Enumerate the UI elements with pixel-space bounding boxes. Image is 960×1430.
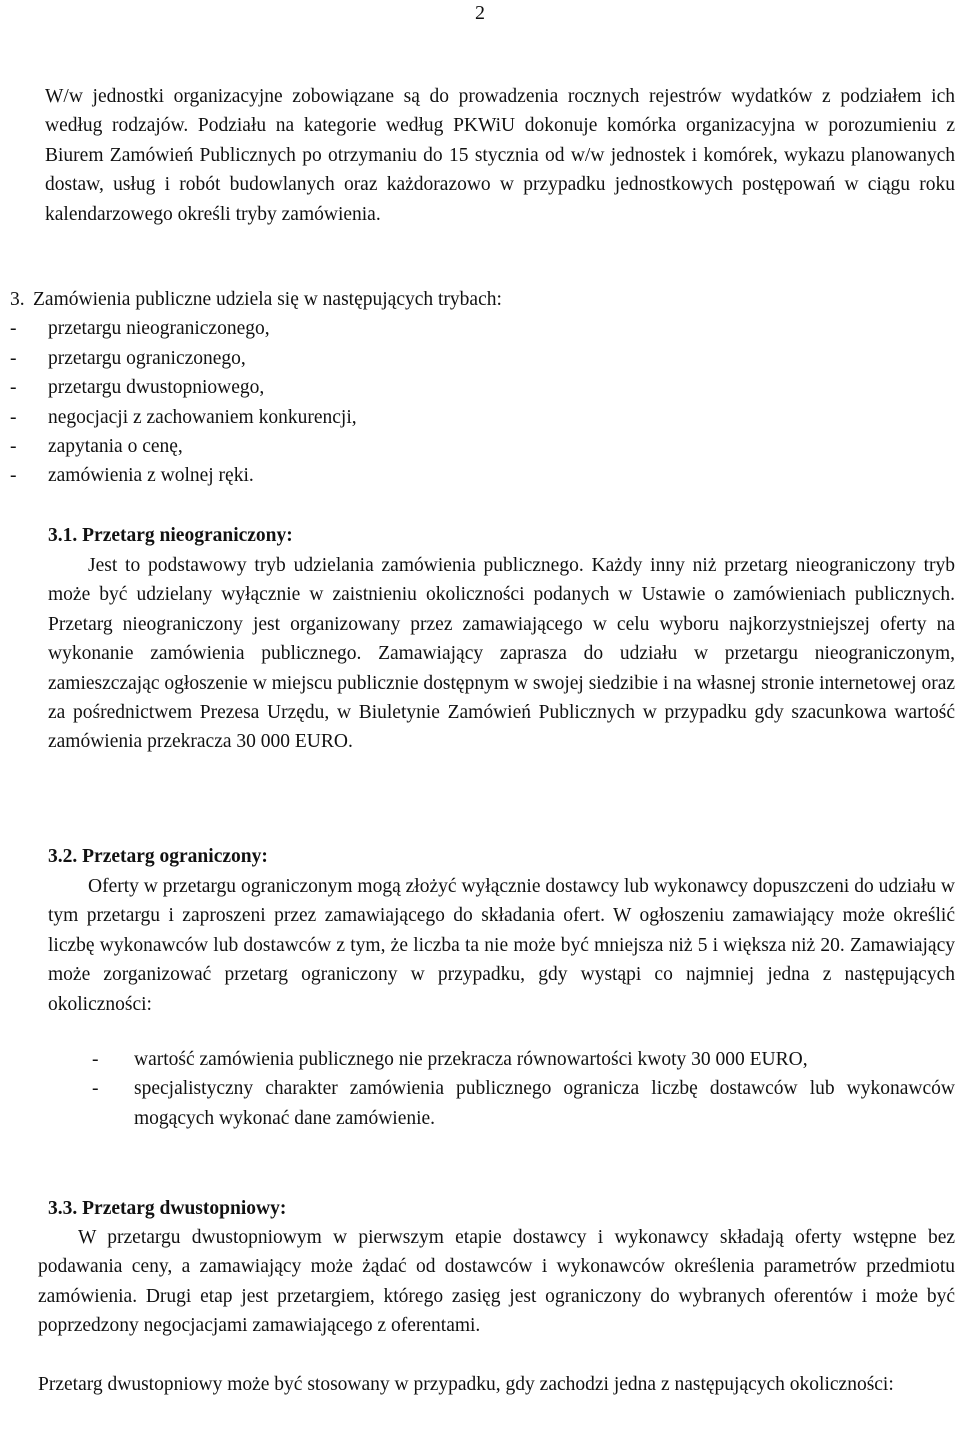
list-item [92,1074,955,1133]
mode-label: zapytania o cenę, [48,436,183,458]
mode-label: przetargu ograniczonego, [48,347,246,369]
list-dash: - [92,1049,99,1070]
section-3-2-conditions [92,1045,955,1133]
section-3-intro: Zamówienia publiczne udziela się w następujących trybach: [33,289,502,310]
section-3 [10,285,955,491]
section-2-number [10,82,45,111]
page-number: 2 [475,2,485,24]
list-dash: - [10,377,17,399]
section-2 [10,82,955,229]
mode-label: przetargu dwustopniowego, [48,377,265,399]
section-3-3-body-continued: Przetarg dwustopniowy może być stosowany w przypadku, gdy zachodzi jedna z następujących okoliczności: [38,1374,894,1395]
section-3-number: 3. [10,289,25,310]
section-3-3-title: 3.3. Przetarg dwustopniowy: [48,1198,287,1219]
section-3-2-title: 3.2. Przetarg ograniczony: [48,846,268,867]
condition-text: wartość zamówienia publicznego nie przekracza równowartości kwoty 30 000 EURO, [134,1049,808,1070]
list-item [10,373,955,402]
section-3-2-body: Oferty w przetargu ograniczonym mogą złożyć wyłącznie dostawcy lub wykonawcy dopuszczeni do udziału w tym przetargu i zaproszeni przez zamawiającego do składania ofert. W ogłoszeniu zamawiający może określić liczbę wykonawców lub dostawców z tym, że liczba ta nie może być mniejsza niż 5 i większa niż 20. Zamawiający może zorganizować przetarg ograniczony w przypadku, gdy wystąpi co najmniej jedna z następujących okoliczności: [48,876,955,1015]
list-dash: - [10,465,17,487]
list-dash: - [10,347,17,369]
list-item [10,344,955,373]
list-item [10,314,955,343]
mode-label: przetargu nieograniczonego, [48,318,270,340]
section-2-paragraph [10,82,955,229]
list-item [10,403,955,432]
section-3-intro-line [10,285,955,314]
condition-text: specjalistyczny charakter zamówienia publicznego ogranicza liczbę dostawców lub wykonawców mogących wykonać dane zamówienie. [134,1078,955,1129]
list-item [10,432,955,461]
list-dash: - [10,436,17,458]
section-3-3-body: W przetargu dwustopniowym w pierwszym etapie dostawcy i wykonawcy składają oferty wstępne bez podawania ceny, a zamawiający może żądać od dostawców i wykonawców określenia parametrów przedmiotu zamówienia. Drugi etap jest przetargiem, którego zasięg jest ograniczony do wybranych oferentów i może być poprzedzony negocjacjami zamawiającego z oferentami. [38,1227,955,1337]
section-3-1-body: Jest to podstawowy tryb udzielania zamówienia publicznego. Każdy inny niż przetarg nieograniczony tryb może być udzielany wyłącznie w zaistnieniu okoliczności podanych w Ustawie o zamówieniach publicznych. Przetarg nieograniczony jest organizowany przez zamawiającego w celu wyboru najkorzystniejszej oferty na wykonanie zamówienia publicznego. Zamawiający zaprasza do udziału w przetargu nieograniczonym, zamieszczając ogłoszenie w miejscu publicznie dostępnym w swojej siedzibie i na własnej stronie internetowej oraz za pośrednictwem Prezesa Urzędu, w Biuletynie Zamówień Publicznych w przypadku gdy szacunkowa wartość zamówienia przekracza 30 000 EURO. [48,555,955,753]
mode-label: zamówienia z wolnej ręki. [48,465,254,487]
section-2-text: W/w jednostki organizacyjne zobowiązane są do prowadzenia rocznych rejestrów wydatków z podziałem ich według rodzajów. Podziału na kategorie według PKWiU dokonuje komórka organizacyjna w porozumieniu z Biurem Zamówień Publicznych po otrzymaniu do 15 stycznia od w/w jednostek i komórek, wykazu planowanych dostaw, usług i robót budowlanych oraz każdorazowo w przypadku jednostkowych postępowań w ciągu roku kalendarzowego określi tryby zamówienia. [45,86,955,225]
list-item [10,461,955,490]
list-item [92,1045,955,1074]
mode-label: negocjacji z zachowaniem konkurencji, [48,406,357,428]
list-dash: - [10,406,17,428]
list-dash: - [10,318,17,340]
list-dash: - [92,1078,99,1100]
section-3-1-title: 3.1. Przetarg nieograniczony: [48,525,293,546]
